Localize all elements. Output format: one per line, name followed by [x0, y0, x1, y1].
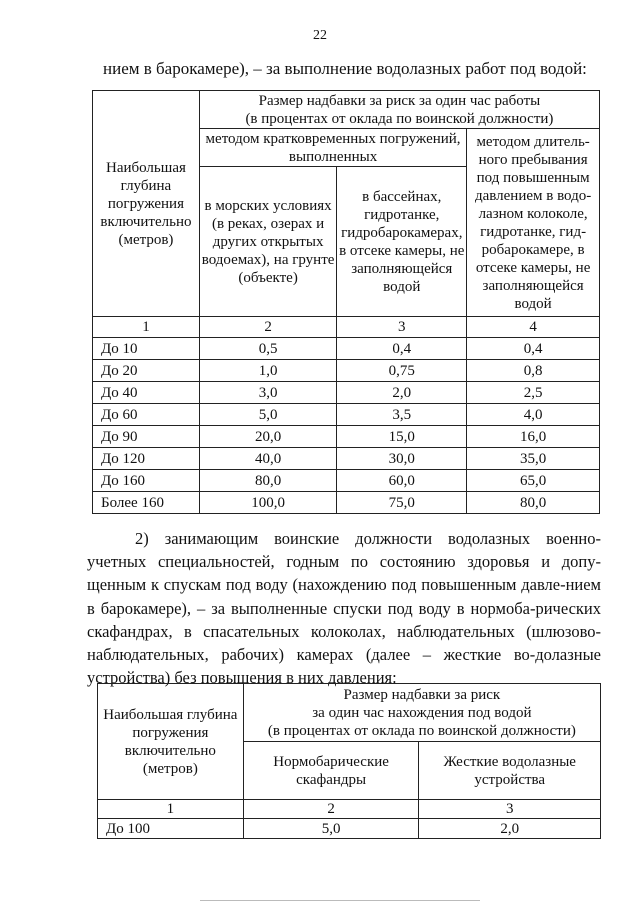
table2-col-number: 1 [98, 800, 244, 819]
depth-cell: До 160 [93, 470, 200, 492]
lead-line: нием в барокамере), – за выполнение водолазных работ под водой: [103, 59, 587, 78]
sea-value-cell: 3,0 [199, 382, 336, 404]
risk-allowance-table-rigid-devices [97, 683, 601, 839]
depth-cell: До 120 [93, 448, 200, 470]
pool-value-cell: 2,0 [337, 382, 467, 404]
long-value-cell: 35,0 [467, 448, 600, 470]
table1-group-header-line1: Размер надбавки за риск за один час работы [258, 92, 541, 109]
table2-group-header-line3: (в процентах от оклада по воинской должности) [267, 722, 576, 739]
table-row [93, 382, 600, 404]
depth-cell: До 20 [93, 360, 200, 382]
table1-col-number: 2 [199, 317, 336, 338]
pool-value-cell: 0,75 [337, 360, 467, 382]
table2-col-number: 3 [419, 800, 601, 819]
table1-pool-header: в бассейнах, гидротанке, гидробарокамерах, в отсеке камеры, не заполняющейся водой [337, 167, 467, 317]
sea-value-cell: 20,0 [199, 426, 336, 448]
table1-sea-header: в морских условиях (в реках, озерах и других открытых водоемах), на грунте (объекте) [199, 167, 336, 317]
table2-normobaric-header: Нормобарические скафандры [243, 742, 419, 800]
table1-group-header [199, 91, 599, 129]
table2-depth-header: Наибольшая глубина погружения включительно (метров) [98, 684, 244, 800]
table-row [93, 360, 600, 382]
long-value-cell: 0,8 [467, 360, 600, 382]
depth-cell: До 10 [93, 338, 200, 360]
table-row [98, 819, 601, 839]
table1-depth-header [93, 91, 200, 317]
table2-group-header-line2: за один час нахождения под водой [312, 704, 532, 721]
table1-col-number: 3 [337, 317, 467, 338]
table-row [93, 470, 600, 492]
depth-cell: До 100 [98, 819, 244, 839]
table1-depth-header-text: Наибольшая глубина погружения включительно (метров) [100, 159, 192, 248]
paragraph-text: 2) занимающим воинские должности водолазных военно-учетных специальностей, годным по состоянию здоровья и допу-щенным к спускам под воду (нахождению под повышенным давле-нием в барокамере), – за выполненные спуски под воду в нормоба-рических скафандрах, в спасательных колоколах, наблюдательных (шлюзово-наблюдательных, рабочих) камерах (далее – жесткие во-долазные устройства) без повышения в них давления: [87, 529, 601, 688]
risk-allowance-table-diving-work [92, 90, 600, 514]
depth-cell: До 40 [93, 382, 200, 404]
long-value-cell: 80,0 [467, 492, 600, 514]
pool-value-cell: 60,0 [337, 470, 467, 492]
table-row [93, 404, 600, 426]
table1-short-method-header: методом кратковременных погружений, выполненных [199, 129, 466, 167]
page-bottom-divider [200, 900, 480, 901]
table2-group-header-line1: Размер надбавки за риск [343, 686, 501, 703]
pool-value-cell: 30,0 [337, 448, 467, 470]
table1-group-header-line2: (в процентах от оклада по воинской должности) [245, 110, 554, 127]
table-row [93, 492, 600, 514]
sea-value-cell: 100,0 [199, 492, 336, 514]
sea-value-cell: 40,0 [199, 448, 336, 470]
table2-rigid-header: Жесткие водолазные устройства [419, 742, 601, 800]
sea-value-cell: 0,5 [199, 338, 336, 360]
sea-value-cell: 1,0 [199, 360, 336, 382]
table-row [93, 426, 600, 448]
long-value-cell: 4,0 [467, 404, 600, 426]
table2-group-header [243, 684, 600, 742]
sea-value-cell: 5,0 [199, 404, 336, 426]
long-value-cell: 65,0 [467, 470, 600, 492]
depth-cell: Более 160 [93, 492, 200, 514]
long-value-cell: 0,4 [467, 338, 600, 360]
sea-value-cell: 80,0 [199, 470, 336, 492]
table1-col-number: 4 [467, 317, 600, 338]
depth-cell: До 90 [93, 426, 200, 448]
pool-value-cell: 0,4 [337, 338, 467, 360]
table-row [93, 448, 600, 470]
depth-cell: До 60 [93, 404, 200, 426]
rigid-value-cell: 2,0 [419, 819, 601, 839]
table-row [93, 338, 600, 360]
pool-value-cell: 15,0 [337, 426, 467, 448]
table2-col-number: 2 [243, 800, 419, 819]
pool-value-cell: 3,5 [337, 404, 467, 426]
table1-col-number: 1 [93, 317, 200, 338]
pool-value-cell: 75,0 [337, 492, 467, 514]
normobaric-value-cell: 5,0 [243, 819, 419, 839]
long-value-cell: 16,0 [467, 426, 600, 448]
body-paragraph [87, 527, 601, 689]
table1-long-method-header: методом длитель-ного пребывания под повышенным давлением в водо-лазном колоколе, гидротанке, гид-робарокамере, в отсеке камеры, не заполняющейся водой [467, 129, 600, 317]
long-value-cell: 2,5 [467, 382, 600, 404]
page-number: 22 [313, 28, 327, 43]
